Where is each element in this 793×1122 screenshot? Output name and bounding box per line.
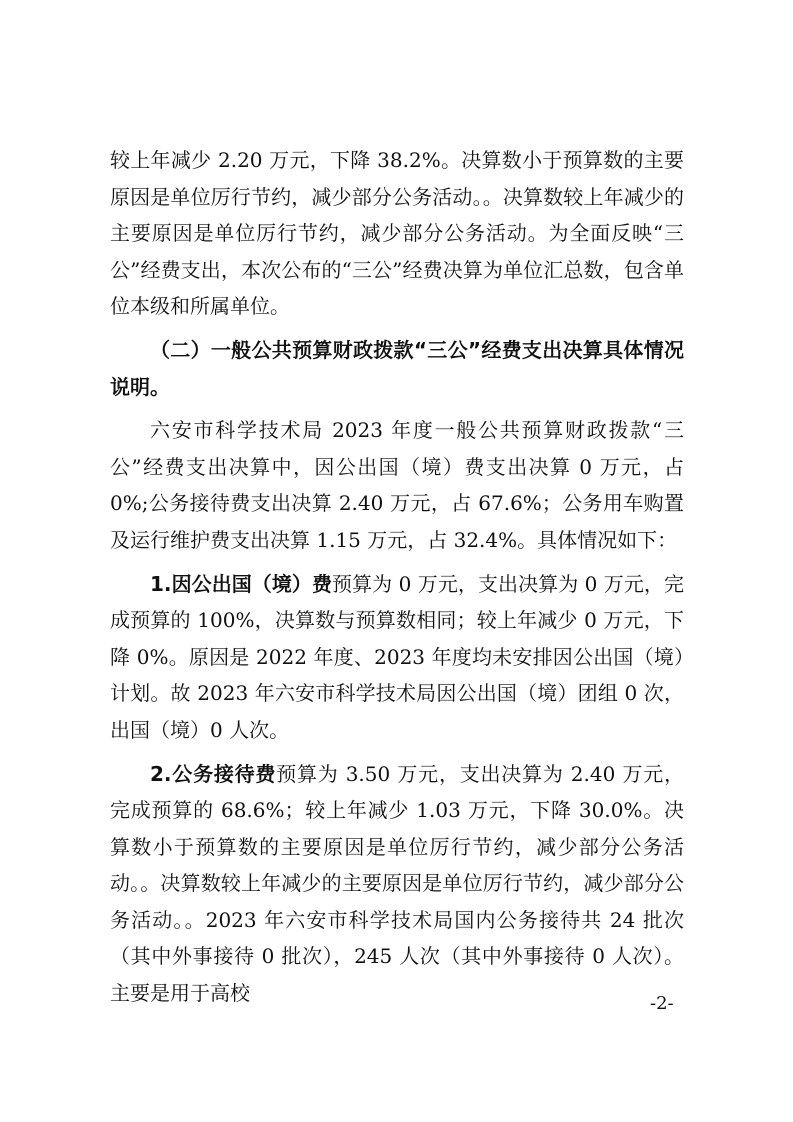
section-heading-2: （二）一般公共预算财政拨款“三公”经费支出决算具体情况说明。 [110, 337, 684, 399]
item-1-title: 1.因公出国（境）费 [150, 571, 333, 596]
page-number: -2- [650, 993, 674, 1014]
paragraph-expenditure-summary: 六安市科学技术局 2023 年度一般公共预算财政拨款“三公”经费支出决算中，因公出国（境）费支出决算 0 万元，占 0%;公务接待费支出决算 2.40 万元，占 67.6%；公务用车购置及运行维护费支出决算 1.15 万元，占 32.4%。具体情况如下： [110, 418, 684, 552]
item-2-title: 2.公务接待费 [150, 761, 277, 786]
document-body [110, 142, 684, 1012]
paragraph-savings-explanation: 较上年减少 2.20 万元，下降 38.2%。决算数小于预算数的主要原因是单位厉行节约，减少部分公务活动。。决算数较上年减少的主要原因是单位厉行节约，减少部分公务活动。为全面反映“三公”经费支出，本次公布的“三公”经费决算为单位汇总数，包含单位本级和所属单位。 [110, 148, 684, 319]
paragraph-official-reception [110, 756, 684, 1012]
item-2-body: 预算为 3.50 万元，支出决算为 2.40 万元，完成预算的 68.6%；较上年减少 1.03 万元，下降 30.0%。决算数小于预算数的主要原因是单位厉行节约，减少部分公务活动。。决算数较上年减少的主要原因是单位厉行节约，减少部分公务活动。。2023 年六安市科学技术局国内公务接待共 24 批次（其中外事接待 0 批次），245 人次（其中外事接待 0 人次）。主要是用于高校 [110, 761, 685, 1006]
item-1-body: 预算为 0 万元，支出决算为 0 万元，完成预算的 100%，决算数与预算数相同；较上年减少 0 万元，下降 0%。原因是 2022 年度、2023 年度均未安排因公出国（境）计划。故 2023 年六安市科学技术局因公出国（境）团组 0 次，出国（境）0 人次。 [110, 571, 684, 742]
paragraph-overseas-travel [110, 566, 684, 749]
